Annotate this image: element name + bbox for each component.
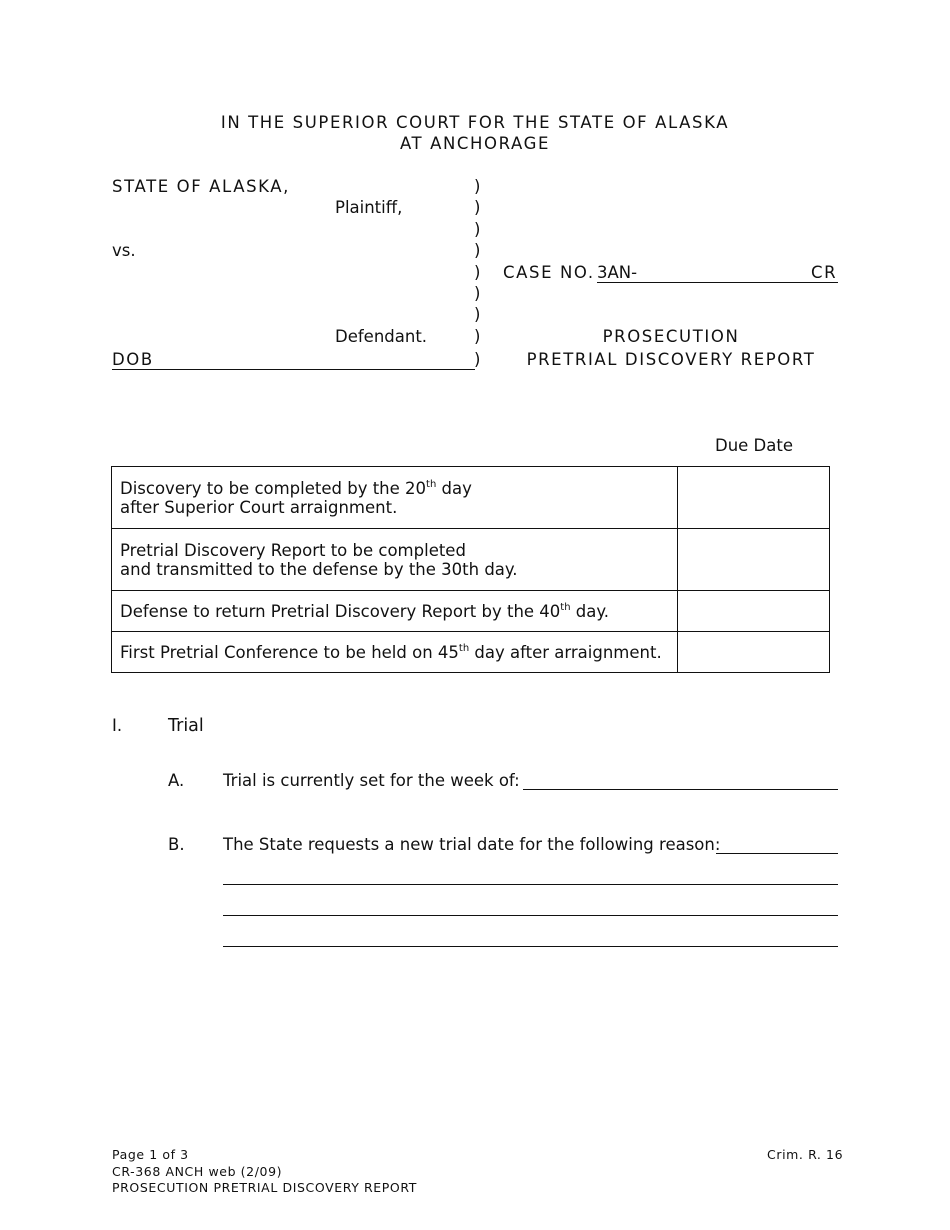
- reason-field-line[interactable]: [223, 946, 838, 947]
- case-number-prefix: 3AN-: [597, 263, 638, 282]
- trial-week-field[interactable]: [523, 789, 838, 790]
- due-date-table: [111, 466, 830, 673]
- section-number: I.: [112, 716, 123, 735]
- caption-paren: ): [474, 263, 481, 282]
- form-number: CR-368 ANCH web (2/09): [112, 1164, 283, 1179]
- new-trial-reason-label: The State requests a new trial date for the following reason:: [223, 835, 721, 854]
- caption-paren: ): [474, 241, 481, 260]
- court-name: IN THE SUPERIOR COURT FOR THE STATE OF ALASKA: [220, 113, 730, 132]
- footer-title: PROSECUTION PRETRIAL DISCOVERY REPORT: [112, 1180, 417, 1195]
- item-a-label: A.: [168, 771, 185, 790]
- item-b-label: B.: [168, 835, 185, 854]
- court-location: AT ANCHORAGE: [399, 134, 551, 153]
- due-date-header: Due Date: [715, 436, 793, 455]
- plaintiff-name: STATE OF ALASKA,: [112, 177, 291, 196]
- trial-week-label: Trial is currently set for the week of:: [223, 771, 520, 790]
- case-number-field[interactable]: [597, 282, 838, 283]
- due-date-cell[interactable]: [678, 529, 830, 591]
- caption-paren: ): [474, 220, 481, 239]
- document-title: PROSECUTION: [602, 327, 740, 346]
- reason-field-line[interactable]: [223, 915, 838, 916]
- table-cell-task: Defense to return Pretrial Discovery Report by the 40th day.: [112, 591, 678, 632]
- caption-paren: ): [474, 284, 481, 303]
- section-title: Trial: [168, 716, 204, 736]
- page-number: Page 1 of 3: [112, 1147, 189, 1162]
- case-number-label: CASE NO.: [503, 263, 595, 282]
- caption-paren: ): [474, 198, 481, 217]
- versus-label: vs.: [112, 241, 136, 260]
- table-row: [112, 529, 830, 591]
- caption-paren: ): [474, 327, 481, 346]
- table-cell-task: Pretrial Discovery Report to be completed and transmitted to the defense by the 30th day.: [112, 529, 678, 591]
- due-date-cell[interactable]: [678, 632, 830, 673]
- caption-paren: ): [474, 305, 481, 324]
- caption-paren: ): [474, 350, 481, 369]
- reason-field-line[interactable]: [716, 853, 838, 854]
- dob-field-line[interactable]: [112, 369, 475, 370]
- defendant-label: Defendant.: [335, 327, 428, 346]
- table-row: [112, 591, 830, 632]
- reason-field-line[interactable]: [223, 884, 838, 885]
- table-row: [112, 467, 830, 529]
- due-date-cell[interactable]: [678, 467, 830, 529]
- plaintiff-label: Plaintiff,: [335, 198, 403, 217]
- table-row: [112, 632, 830, 673]
- caption-paren: ): [474, 177, 481, 196]
- document-subtitle: PRETRIAL DISCOVERY REPORT: [526, 350, 816, 369]
- rule-reference: Crim. R. 16: [767, 1147, 844, 1162]
- due-date-cell[interactable]: [678, 591, 830, 632]
- dob-label: DOB: [112, 350, 154, 369]
- table-cell-task: Discovery to be completed by the 20th day after Superior Court arraignment.: [112, 467, 678, 529]
- case-number-suffix: CR: [811, 263, 838, 282]
- table-cell-task: First Pretrial Conference to be held on 45th day after arraignment.: [112, 632, 678, 673]
